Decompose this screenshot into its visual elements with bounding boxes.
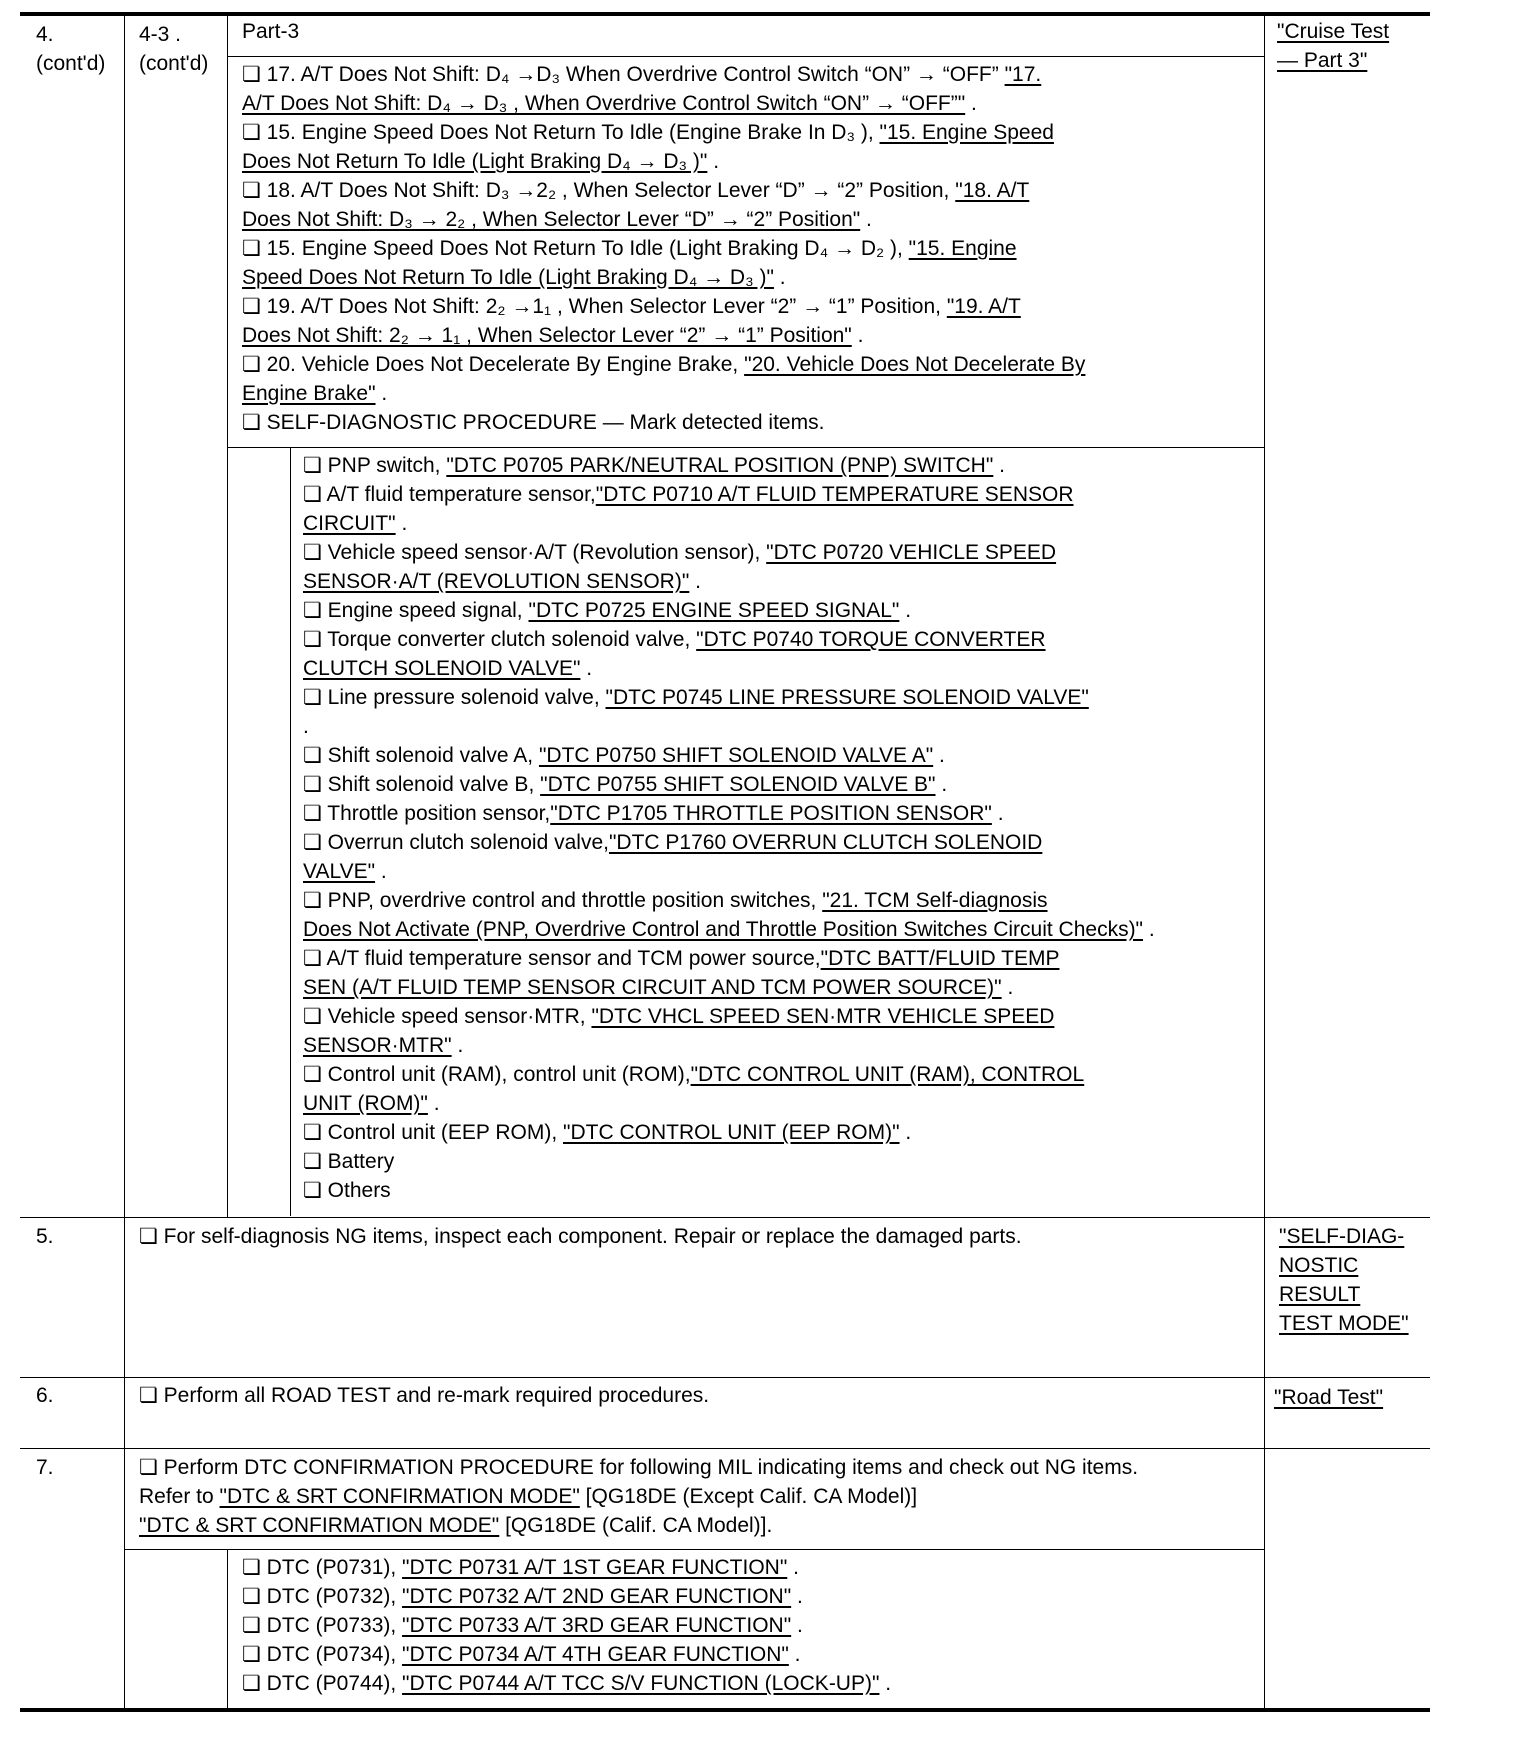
dtc-link[interactable]: "DTC P0720 VEHICLE SPEED (766, 541, 1057, 564)
dtc-label: ❏ PNP switch, (303, 454, 447, 477)
dtc-label: ❏ A/T fluid temperature sensor, (303, 483, 596, 506)
dtc-end: . (689, 570, 701, 593)
checklist-item-cont (242, 379, 387, 408)
col-divider-step (124, 12, 125, 1712)
dtc-end: . (303, 715, 309, 738)
dtc-link[interactable]: UNIT (ROM)" (303, 1092, 428, 1115)
dtc-item[interactable] (303, 625, 1046, 654)
checklist-item[interactable] (242, 234, 1017, 263)
dtc-confirm-item[interactable] (242, 1553, 799, 1582)
dtc-label: ❏ Engine speed signal, (303, 599, 529, 622)
dtc-item[interactable] (303, 480, 1074, 509)
dtc-label: ❏ DTC (P0734), (242, 1643, 403, 1666)
dtc-link[interactable]: "21. TCM Self-diagnosis (822, 889, 1048, 912)
dtc-link[interactable]: "DTC P0740 TORQUE CONVERTER (696, 628, 1046, 651)
dtc-link[interactable]: "DTC P1705 THROTTLE POSITION SENSOR" (550, 802, 992, 825)
dtc-link[interactable]: CIRCUIT" (303, 512, 396, 535)
item-link[interactable]: "20. Vehicle Does Not Decelerate By (744, 353, 1086, 376)
item-link[interactable]: "15. Engine Speed (879, 121, 1054, 144)
dtc-link[interactable]: "DTC P0732 A/T 2ND GEAR FUNCTION" (402, 1585, 792, 1608)
dtc-link[interactable]: "DTC P0734 A/T 4TH GEAR FUNCTION" (402, 1643, 789, 1666)
checklist-item[interactable] (242, 350, 1085, 379)
item-text: ❏ SELF-DIAGNOSTIC PROCEDURE — Mark detected items. (242, 411, 825, 434)
item-text: ❏ 18. A/T Does Not Shift: D₃ →2₂ , When Selector Lever “D” → “2” Position, (242, 179, 950, 202)
item-text: ❏ 15. Engine Speed Does Not Return To Idle (Engine Brake In D₃ ), (242, 121, 874, 144)
checklist-item[interactable] (242, 60, 1041, 89)
step-number: 5. (36, 1225, 54, 1248)
dtc-link[interactable]: "DTC P0750 SHIFT SOLENOID VALVE A" (538, 744, 934, 767)
checklist-item-cont (242, 263, 786, 292)
col-divider-substep (227, 12, 228, 1217)
dtc-link[interactable]: "DTC BATT/FLUID TEMP (820, 947, 1060, 970)
dtc-item[interactable] (303, 1002, 1054, 1031)
dtc-item[interactable] (303, 1118, 911, 1147)
dtc-item[interactable] (303, 683, 1089, 712)
dtc-end: . (1001, 976, 1014, 999)
step-number: 6. (36, 1384, 54, 1407)
dtc-item[interactable] (303, 538, 1056, 567)
dtc-item-cont (303, 1031, 463, 1060)
dtc-end: . (899, 599, 912, 622)
dtc-item-cont (303, 567, 701, 596)
dtc-label: ❏ Vehicle speed sensor·A/T (Revolution sensor), (303, 541, 767, 564)
dtc-label: ❏ Control unit (EEP ROM), (303, 1121, 564, 1144)
item-link[interactable]: "17. (1004, 63, 1042, 86)
dtc-confirm-item[interactable] (242, 1611, 803, 1640)
dtc-link[interactable]: "DTC P0705 PARK/NEUTRAL POSITION (PNP) SWITCH" (446, 454, 994, 477)
dtc-end: . (933, 744, 945, 767)
item-end: . (965, 92, 977, 115)
dtc-end: . (787, 1556, 799, 1579)
dtc-link[interactable]: "DTC P0744 A/T TCC S/V FUNCTION (LOCK-UP)" (402, 1672, 880, 1695)
dtc-label: ❏ DTC (P0744), (242, 1672, 403, 1695)
row7-inner-rule (125, 1549, 1264, 1550)
dtc-end: . (993, 454, 1005, 477)
dtc-link[interactable]: VALVE" (303, 860, 376, 883)
item-link[interactable]: Speed Does Not Return To Idle (Light Braking D₄ → D₃ )" (242, 266, 774, 289)
dtc-item[interactable] (303, 944, 1059, 973)
table-top-border (20, 12, 1430, 16)
checklist-item[interactable] (242, 118, 1054, 147)
dtc-link[interactable]: Does Not Activate (PNP, Overdrive Control and Throttle Position Switches Circuit Checks)" (303, 918, 1144, 941)
dtc-label: ❏ Line pressure solenoid valve, (303, 686, 606, 709)
dtc-item-cont (303, 857, 387, 886)
item-end: . (773, 266, 786, 289)
checklist-item[interactable] (242, 176, 1029, 205)
item-link[interactable]: Does Not Shift: 2₂ → 1₁ , When Selector Lever “2” → “1” Position" (242, 324, 852, 347)
dtc-item[interactable] (303, 799, 1004, 828)
dtc-item[interactable] (303, 741, 945, 770)
dtc-link[interactable]: "DTC P0755 SHIFT SOLENOID VALVE B" (540, 773, 936, 796)
dtc-item[interactable] (303, 596, 911, 625)
dtc-item[interactable] (303, 1060, 1084, 1089)
item-link[interactable]: "15. Engine (908, 237, 1017, 260)
dtc-end: . (791, 1585, 803, 1608)
checklist-item-cont (242, 321, 863, 350)
ref-self-diagnostic-result[interactable]: "SELF-DIAG- NOSTIC RESULT TEST MODE" (1279, 1225, 1409, 1335)
dtc-label: ❏ A/T fluid temperature sensor and TCM power source, (303, 947, 821, 970)
dtc-end: . (427, 1092, 440, 1115)
dtc-item-cont (303, 1089, 440, 1118)
row7-top-border (20, 1448, 1430, 1449)
checklist-item[interactable] (242, 408, 824, 437)
dtc-confirm-item[interactable] (242, 1669, 891, 1698)
self-diag-ng-item[interactable]: ❏ For self-diagnosis NG items, inspect each component. Repair or replace the damaged parts. (139, 1225, 1022, 1248)
dtc-item[interactable] (303, 886, 1048, 915)
dtc-label: ❏ Others (303, 1179, 391, 1202)
dtc-item-cont (303, 973, 1013, 1002)
checklist-item-cont (242, 89, 977, 118)
checklist-item[interactable] (242, 292, 1021, 321)
dtc-link[interactable]: "DTC CONTROL UNIT (EEP ROM)" (563, 1121, 900, 1144)
item-text: ❏ 19. A/T Does Not Shift: 2₂ →1₁ , When Selector Lever “2” → “1” Position, (242, 295, 941, 318)
dtc-end: . (1143, 918, 1155, 941)
dtc-end: . (791, 1614, 803, 1637)
dtc-label: ❏ Throttle position sensor, (303, 802, 551, 825)
dtc-item[interactable] (303, 770, 947, 799)
dtc-label: ❏ Vehicle speed sensor·MTR, (303, 1005, 592, 1028)
item-link[interactable]: "19. A/T (946, 295, 1021, 318)
item-end: . (851, 324, 864, 347)
dtc-item-cont (303, 712, 309, 741)
item-end: . (707, 150, 720, 173)
row6-top-border (20, 1377, 1430, 1378)
item-text: ❏ 15. Engine Speed Does Not Return To Idle (Light Braking D₄ → D₂ ), (242, 237, 903, 260)
substep-number: 4-3 . (cont'd) (139, 23, 209, 75)
dtc-label: ❏ PNP, overdrive control and throttle position switches, (303, 889, 823, 912)
dtc-end: . (879, 1672, 892, 1695)
item-link[interactable]: Does Not Return To Idle (Light Braking D₄ → D₃ )" (242, 150, 708, 173)
checklist-item-cont (242, 205, 872, 234)
table-bottom-border (20, 1708, 1430, 1712)
part-header-rule (228, 56, 1264, 57)
dtc-end: . (451, 1034, 464, 1057)
dtc-label: ❏ Shift solenoid valve A, (303, 744, 539, 767)
dtc-item[interactable] (303, 451, 1005, 480)
item-text: ❏ 17. A/T Does Not Shift: D₄ →D₃ When Overdrive Control Switch “ON” → “OFF” (242, 63, 999, 86)
dtc-link[interactable]: "DTC VHCL SPEED SEN·MTR VEHICLE SPEED (591, 1005, 1055, 1028)
dtc-link[interactable]: "DTC P0710 A/T FLUID TEMPERATURE SENSOR (595, 483, 1074, 506)
dtc-item[interactable] (303, 1176, 391, 1205)
dtc-link[interactable]: "DTC P0733 A/T 3RD GEAR FUNCTION" (402, 1614, 792, 1637)
dtc-confirmation-item: ❏ Perform DTC CONFIRMATION PROCEDURE for following MIL indicating items and check out NG items. Refer to "DTC & SRT CONFIRMATION MODE" [QG18DE (Except Calif. CA Model)] "DTC & SRT CONFIRMATION MODE" [QG18DE (Calif. CA Model)]. (139, 1456, 1139, 1537)
item-end: . (860, 208, 872, 231)
item-link[interactable]: "18. A/T (955, 179, 1030, 202)
dtc-link[interactable]: SENSOR·A/T (REVOLUTION SENSOR)" (303, 570, 690, 593)
dtc-label: ❏ Battery (303, 1150, 395, 1173)
dtc-end: . (788, 1643, 801, 1666)
checklist-item-cont (242, 147, 719, 176)
row5-top-border (20, 1217, 1430, 1218)
dtc-link[interactable]: "DTC P0725 ENGINE SPEED SIGNAL" (528, 599, 900, 622)
row7-indent-divider (227, 1549, 228, 1712)
dtc-label: ❏ Torque converter clutch solenoid valve, (303, 628, 697, 651)
item-link[interactable]: Does Not Shift: D₃ → 2₂ , When Selector Lever “D” → “2” Position" (242, 208, 861, 231)
dtc-end: . (395, 512, 408, 535)
dtc-label: ❏ DTC (P0733), (242, 1614, 403, 1637)
col-divider-ref (1264, 12, 1265, 1712)
dtc-confirm-item[interactable] (242, 1640, 801, 1669)
dtc-label: ❏ Shift solenoid valve B, (303, 773, 541, 796)
dtc-end: . (375, 860, 387, 883)
dtc-link[interactable]: SENSOR·MTR" (303, 1034, 452, 1057)
ref-cruise-test[interactable]: "Cruise Test — Part 3" (1277, 20, 1390, 72)
dtc-item-cont (303, 509, 407, 538)
dtc-label: ❏ DTC (P0732), (242, 1585, 403, 1608)
dtc-link[interactable]: "DTC P0731 A/T 1ST GEAR FUNCTION" (402, 1556, 788, 1579)
items-rule (228, 447, 1264, 448)
part-title: Part-3 (242, 20, 300, 43)
ref-road-test[interactable]: "Road Test" (1274, 1386, 1384, 1409)
dtc-item[interactable] (303, 1147, 394, 1176)
dtc-end: . (899, 1121, 912, 1144)
dtc-link[interactable]: "DTC P1760 OVERRUN CLUTCH SOLENOID (608, 831, 1043, 854)
dtc-item-cont (303, 654, 592, 683)
dtc-link[interactable]: "DTC P0745 LINE PRESSURE SOLENOID VALVE" (605, 686, 1089, 709)
item-link[interactable]: Engine Brake" (242, 382, 376, 405)
dtc-label: ❏ DTC (P0731), (242, 1556, 403, 1579)
dtc-label: ❏ Overrun clutch solenoid valve, (303, 831, 609, 854)
dtc-link[interactable]: CLUTCH SOLENOID VALVE" (303, 657, 581, 680)
road-test-item[interactable]: ❏ Perform all ROAD TEST and re-mark required procedures. (139, 1384, 710, 1407)
dtc-link[interactable]: "DTC CONTROL UNIT (RAM), CONTROL (690, 1063, 1085, 1086)
item-link[interactable]: A/T Does Not Shift: D₄ → D₃ , When Overdrive Control Switch “ON” → “OFF”" (242, 92, 966, 115)
dtc-end: . (991, 802, 1004, 825)
dtc-item[interactable] (303, 828, 1042, 857)
dtc-indent-divider (290, 448, 291, 1216)
dtc-confirm-item[interactable] (242, 1582, 803, 1611)
dtc-end: . (935, 773, 948, 796)
dtc-end: . (580, 657, 593, 680)
step-number: 4. (cont'd) (36, 23, 106, 75)
dtc-item-cont (303, 915, 1155, 944)
dtc-link[interactable]: SEN (A/T FLUID TEMP SENSOR CIRCUIT AND TCM POWER SOURCE)" (303, 976, 1002, 999)
dtc-label: ❏ Control unit (RAM), control unit (ROM), (303, 1063, 691, 1086)
step-number: 7. (36, 1456, 54, 1479)
item-text: ❏ 20. Vehicle Does Not Decelerate By Engine Brake, (242, 353, 739, 376)
item-end: . (375, 382, 388, 405)
